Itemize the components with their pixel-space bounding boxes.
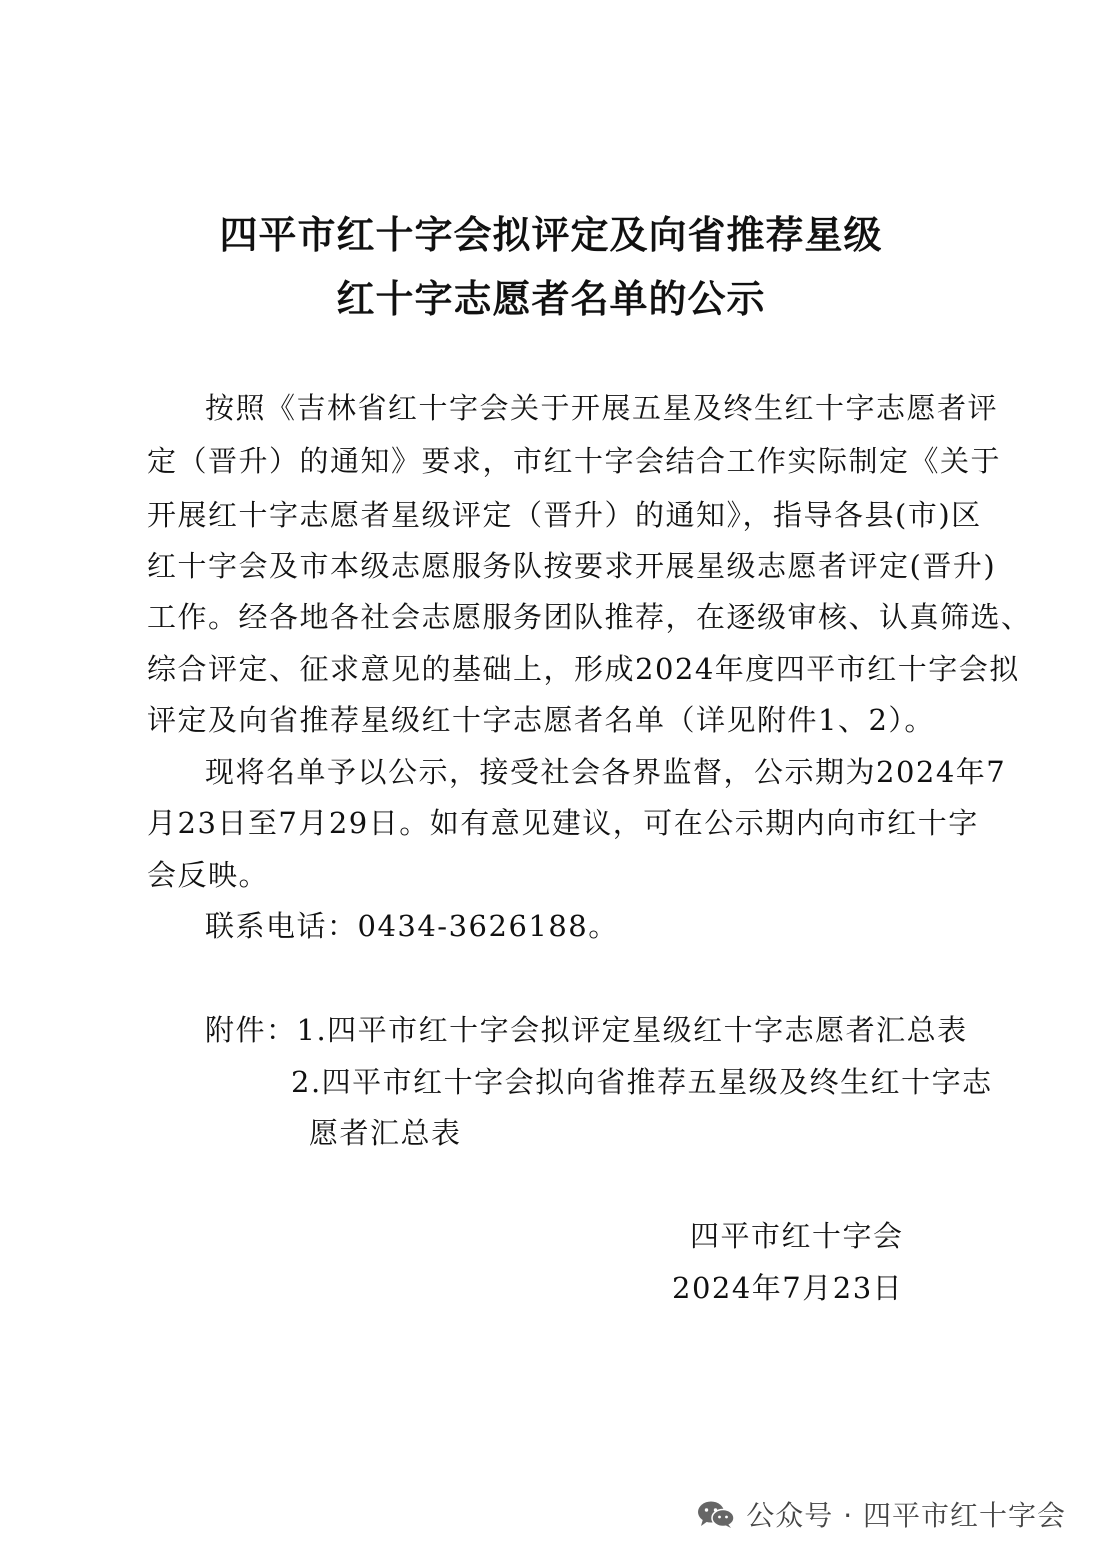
- attachment-item-2-continued: 愿者汇总表: [309, 1116, 462, 1150]
- body-line: 会反映。: [147, 858, 270, 892]
- signature-org: 四平市红十字会: [690, 1219, 904, 1253]
- wechat-watermark: [696, 1494, 1066, 1534]
- wechat-icon: [696, 1499, 736, 1529]
- body-line: 开展红十字志愿者星级评定（晋升）的通知》，指导各县(市)区: [147, 498, 982, 532]
- attachment-item-1: 附件：1.四平市红十字会拟评定星级红十字志愿者汇总表: [205, 1013, 968, 1047]
- body-line: 定（晋升）的通知》要求，市红十字会结合工作实际制定《关于: [147, 444, 1002, 478]
- contact-phone: 联系电话：0434-3626188。: [205, 909, 619, 943]
- document-title-line-1: 四平市红十字会拟评定及向省推荐星级: [219, 213, 883, 257]
- body-line: 月23日至7月29日。如有意见建议，可在公示期内向市红十字: [147, 806, 979, 840]
- body-line: 综合评定、征求意见的基础上，形成2024年度四平市红十字会拟: [147, 652, 1020, 686]
- watermark-text: 公众号 · 四平市红十字会: [746, 1499, 1066, 1532]
- body-line: 红十字会及市本级志愿服务队按要求开展星级志愿者评定(晋升): [147, 549, 997, 583]
- body-line: 按照《吉林省红十字会关于开展五星及终生红十字志愿者评: [205, 391, 999, 425]
- document-title-line-2: 红十字志愿者名单的公示: [336, 277, 766, 321]
- body-line: 现将名单予以公示，接受社会各界监督，公示期为2024年7: [205, 755, 1007, 789]
- signature-date: 2024年7月23日: [672, 1271, 904, 1305]
- attachment-item-2: 2.四平市红十字会拟向省推荐五星级及终生红十字志: [291, 1065, 993, 1099]
- body-line: 评定及向省推荐星级红十字志愿者名单（详见附件1、2）。: [147, 703, 935, 737]
- body-line: 工作。经各地各社会志愿服务团队推荐，在逐级审核、认真筛选、: [147, 600, 1032, 634]
